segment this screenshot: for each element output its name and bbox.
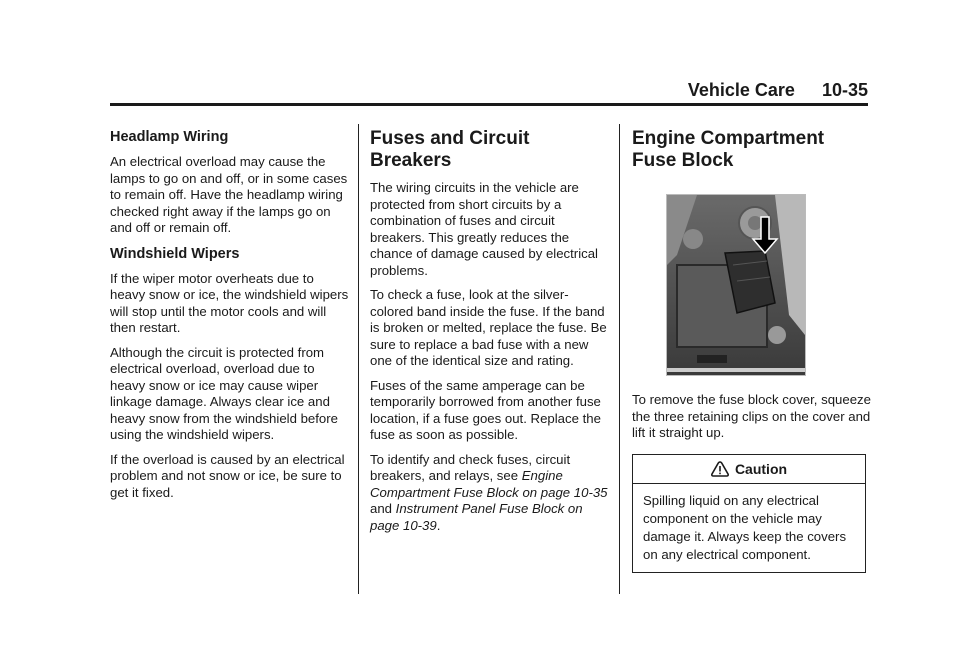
wipers-text-1: If the wiper motor overheats due to heavy snow or ice, the windshield wipers will stop until the motor cools and will then restart.	[110, 270, 349, 335]
fuses-text-2: To check a fuse, look at the silver-colored band inside the fuse. If the band is broken or melted, replace the fuse. Be sure to replace a bad fuse with a new one of the identical size and rating.	[370, 287, 607, 368]
caution-box	[632, 454, 866, 573]
column-3	[632, 124, 872, 573]
ref-and: and	[370, 501, 396, 516]
ref-end: .	[436, 517, 441, 533]
column-1	[110, 124, 350, 509]
fuses-text-1: The wiring circuits in the vehicle are protected from short circuits by a combination of fuses and circuit breakers. This greatly reduces the chance of damage caused by electrical problems.	[370, 180, 598, 278]
column-divider	[358, 124, 359, 594]
headlamp-wiring-text: An electrical overload may cause the lamps to go on and off, or in some cases to remain off. Have the headlamp wiring checked right away if the lamps go on and off or remain off.	[110, 154, 348, 235]
remove-cover-text: To remove the fuse block cover, squeeze the three retaining clips on the cover and lift it straight up.	[632, 392, 871, 440]
engine-compartment-photo	[666, 194, 806, 376]
ref-intro: To identify and check fuses, circuit breakers, and relays, see	[370, 451, 571, 483]
page-header	[688, 80, 868, 101]
fuses-text-4	[370, 452, 610, 535]
windshield-wipers-heading: Windshield Wipers	[110, 245, 240, 262]
engine-fuse-block-link[interactable]: Engine Compartment Fuse Block on page 10-35	[370, 468, 608, 500]
fuses-heading: Fuses and Circuit Breakers	[370, 128, 530, 171]
page-number: 10-35	[821, 80, 868, 100]
column-2	[370, 124, 610, 542]
fuses-text-3: Fuses of the same amperage can be temporarily borrowed from another fuse location, if a fuse goes out. Replace the fuse as soon as possible.	[370, 377, 601, 442]
warning-icon	[711, 461, 729, 477]
engine-compartment-illustration	[667, 195, 805, 375]
column-divider	[619, 124, 620, 594]
caution-header	[633, 461, 865, 484]
headlamp-wiring-heading: Headlamp Wiring	[110, 129, 229, 145]
engine-fuse-block-heading: Engine Compartment Fuse Block	[632, 128, 825, 171]
instrument-panel-fuse-link[interactable]: Instrument Panel Fuse Block on page 10-39	[370, 501, 583, 533]
caution-text: Spilling liquid on any electrical component on the vehicle may damage it. Always keep the covers on any electrical component.	[643, 492, 847, 562]
caution-label: Caution	[734, 460, 788, 477]
header-rule	[110, 103, 868, 106]
wipers-text-2: Although the circuit is protected from electrical overload, overload due to heavy snow or ice may cause wiper linkage damage. Always clear ice and heavy snow from the windshield before using the windshield wipers.	[110, 344, 338, 442]
wipers-text-3: If the overload is caused by an electrical problem and not snow or ice, be sure to get it fixed.	[110, 451, 345, 500]
section-title: Vehicle Care	[687, 80, 795, 100]
